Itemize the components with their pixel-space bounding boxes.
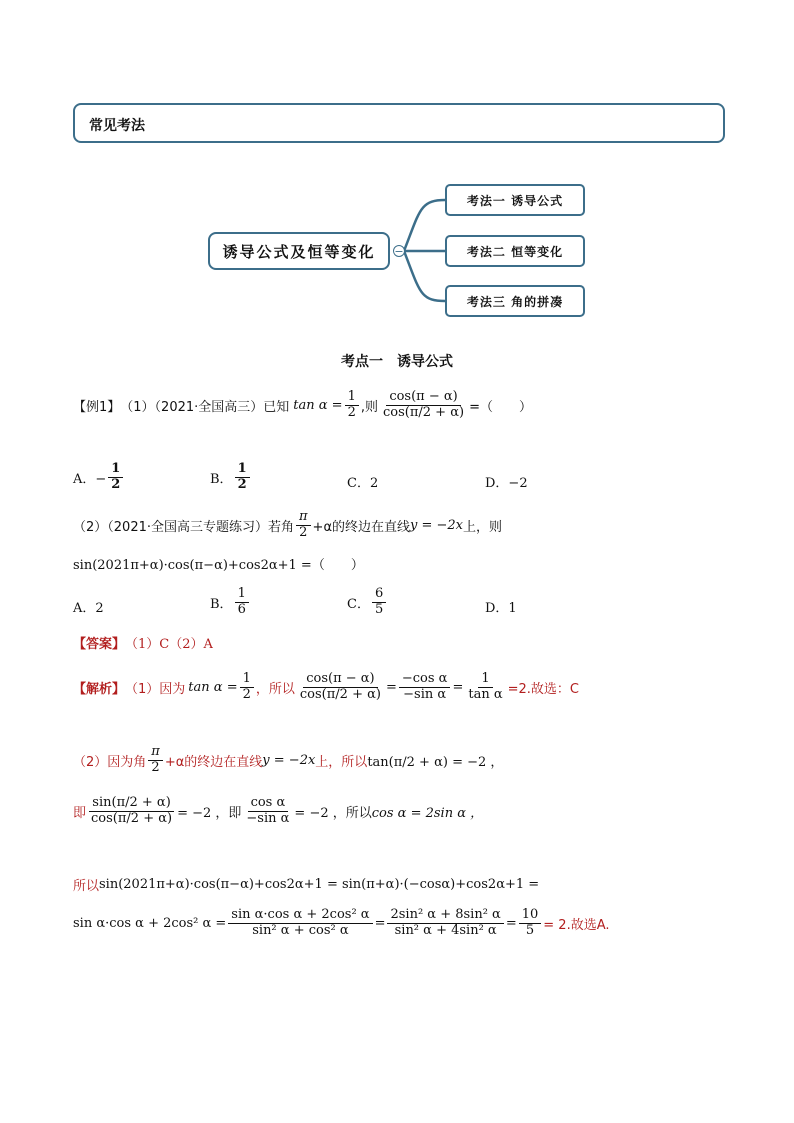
- analysis-s1a: （1）因为: [125, 681, 186, 697]
- cos-pi-half-plus: cos(π/2 + α): [383, 404, 465, 420]
- example-tag: 【例1】: [73, 399, 121, 415]
- mindmap-connectors: [0, 0, 794, 330]
- an-neg-sin: −sin α: [403, 686, 447, 702]
- half-num: 1: [345, 390, 359, 406]
- analysis-s1c: =2.故选：C: [507, 681, 579, 697]
- section-header-title: 常见考法: [89, 118, 145, 134]
- example1-line1: [73, 390, 532, 421]
- option-1c: C．2: [347, 476, 379, 491]
- answer-line: [73, 633, 213, 652]
- option-2d: D．1: [485, 601, 517, 616]
- s5-num2: 2sin² α + 8sin² α: [387, 908, 503, 924]
- opt-1b-num: 1: [235, 462, 250, 478]
- mindmap-center-node: 诱导公式及恒等变化: [208, 232, 390, 270]
- opt-2b-den: 6: [237, 601, 246, 617]
- analysis-s3a: 即: [73, 805, 87, 821]
- option-2b: [210, 587, 251, 618]
- fraction-cos-ratio: [380, 390, 467, 421]
- mindmap-branch-2: 考法二 恒等变化: [445, 235, 585, 267]
- example-p1-prefix: （1）（2021·全国高三）已知: [120, 399, 290, 415]
- analysis-line3: [73, 796, 483, 827]
- an-half-den: 2: [242, 686, 251, 702]
- analysis-s1b: ，所以: [255, 681, 295, 697]
- tan-given: tan α =: [293, 397, 343, 413]
- analysis-s2c: 上，所以: [315, 754, 368, 770]
- s5-den1: sin² α + cos² α: [252, 922, 349, 938]
- cos-pi-minus: cos(π − α): [386, 390, 460, 406]
- analysis-tag: 【解析】: [73, 681, 126, 697]
- collapse-symbol: −: [394, 244, 404, 258]
- p2-suffix: 上，则: [463, 519, 503, 535]
- p1-eq: =（ ）: [469, 399, 532, 415]
- s5-num3: 10: [519, 908, 542, 924]
- option-1a: [73, 462, 125, 493]
- analysis-s2b: +α的终边在直线: [164, 754, 263, 770]
- analysis-tan-paren: tan(π/2 + α) = −2 ，: [367, 754, 504, 770]
- opt-1a-num: 1: [108, 462, 123, 478]
- an-cos-pi-half: cos(π/2 + α): [299, 686, 381, 702]
- p2-expr: sin(2021π+α)·cos(π−α)+cos2α+1 =（ ）: [73, 558, 364, 573]
- analysis-line5: sin α·cos α + 2cos² α = $\frac{\text{sin α·cos α + 2cos² α}}{\text{sin² α + cos² α}}$ = $\frac{\text{2sin² α + 8sin² α}}{\text{sin² α + 4sin² α}}$ = $\frac{10}{5}$ = 2.故选A.: [73, 907, 610, 938]
- option-2a: A．2: [73, 601, 104, 616]
- analysis-line2: （2）因为角 $\frac{\pi}{2}$ +α的终边在直线 y = −2x 上，所以 tan(π/2 + α) = −2 ，: [73, 744, 504, 775]
- analysis-s3c: = −2 ，所以: [294, 805, 372, 821]
- mindmap-branch-3: 考法三 角的拼凑: [445, 285, 585, 317]
- analysis-s4-expr: sin(2021π+α)·cos(π−α)+cos2α+1 = sin(π+α)·(−cosα)+cos2α+1 =: [99, 877, 540, 892]
- opt-2c-den: 5: [374, 601, 384, 617]
- p2-mid: +α的终边在直线: [312, 519, 411, 535]
- analysis-line4: [73, 875, 539, 894]
- option-1b-label: B．: [210, 471, 233, 487]
- an-sin-paren: sin(π/2 + α): [89, 796, 173, 812]
- analysis-s5-end: = 2.故选A.: [543, 917, 610, 933]
- opt-2c-num: 6: [372, 587, 386, 603]
- option-2b-label: B．: [210, 596, 233, 612]
- analysis-s2a: （2）因为角: [73, 754, 147, 770]
- s5-den2: sin² α + 4sin² α: [394, 922, 497, 938]
- option-2c: [347, 587, 388, 618]
- an-cos-a: cos α: [248, 796, 289, 812]
- mindmap-branch-1: 考法一 诱导公式: [445, 184, 585, 216]
- example1-line2: [73, 510, 502, 541]
- analysis-s3b: = −2 ，即: [177, 805, 242, 821]
- analysis-s3d: cos α = 2sin α ，: [371, 805, 484, 821]
- section-title: 考点一 诱导公式: [341, 354, 453, 370]
- analysis-line1: 【解析】 （1）因为 tan α = $\frac{1}{2}$ ，所以 $\frac{\cos(\pi - \alpha)}{\cos(\pi/2 + \alpha)}$ = $\frac{\text{−cos α}}{\text{−sin α}}$ = $\frac{1}{\text{tan α}}$ =2.故选：C: [73, 671, 579, 702]
- analysis-s4a: 所以: [73, 879, 100, 894]
- an-neg-sin-2: −sin α: [246, 810, 290, 826]
- option-2c-label: C．: [347, 596, 370, 612]
- opt-1b-den: 2: [237, 476, 247, 492]
- fraction-half: [345, 390, 359, 421]
- an-half-num: 1: [240, 672, 254, 688]
- p2-line-eq: y = −2x: [410, 517, 464, 533]
- s5-num1: sin α·cos α + 2cos² α: [228, 908, 372, 924]
- opt-1a-den: 2: [111, 476, 121, 492]
- s5-den3: 5: [525, 922, 535, 938]
- an-neg-cos: −cos α: [399, 672, 451, 688]
- example1-line3: [73, 554, 364, 573]
- fraction-pi-half: $\frac{\pi}{2}$: [296, 510, 311, 541]
- half-den: 2: [347, 404, 356, 420]
- an-one: 1: [478, 672, 492, 688]
- analysis-line-eq: y = −2x: [262, 752, 316, 768]
- p2-prefix: （2）（2021·全国高三专题练习）若角: [73, 519, 294, 535]
- option-1d: D．−2: [485, 476, 528, 491]
- answer-text: （1）C（2）A: [125, 637, 213, 652]
- an-cos-pi-minus: cos(π − α): [303, 672, 377, 688]
- analysis-s5a: sin α·cos α + 2cos² α =: [73, 915, 227, 931]
- option-1a-label: A．−: [73, 471, 107, 487]
- opt-2b-num: 1: [235, 587, 249, 603]
- option-1b: [210, 462, 252, 493]
- p1-then: ,则: [360, 399, 378, 415]
- an-cos-paren: cos(π/2 + α): [91, 810, 173, 826]
- an-tan-a: tan α: [468, 686, 503, 702]
- analysis-tan-eq: tan α =: [188, 679, 238, 695]
- answer-tag: 【答案】: [73, 637, 126, 652]
- collapse-minus-icon[interactable]: [393, 245, 405, 257]
